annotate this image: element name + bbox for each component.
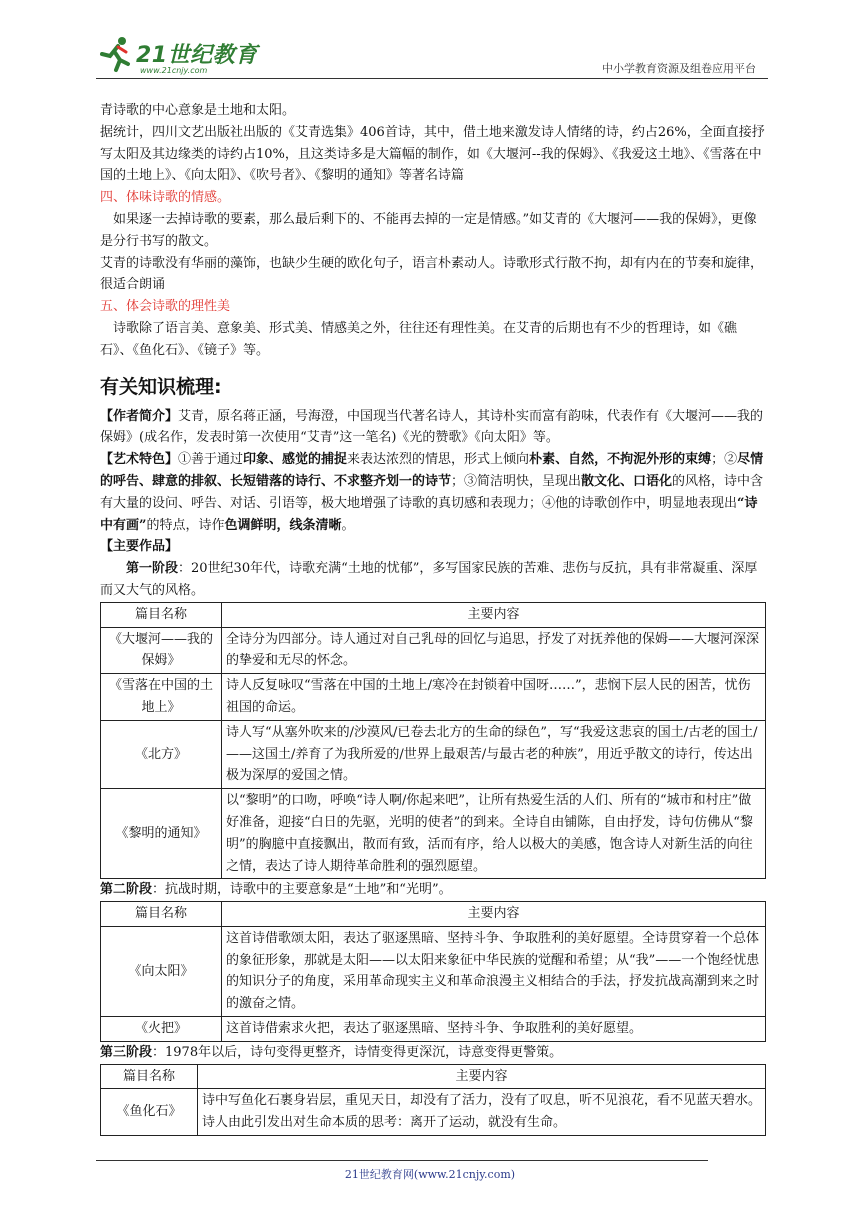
stage-3-label: 第三阶段 bbox=[100, 1044, 153, 1060]
work-content: 以“黎明”的口吻，呼唤“诗人啊/你起来吧”，让所有热爱生活的人们、所有的“城市和村庄”做好准备，迎接“白日的先驱，光明的使者”的到来。全诗自由铺陈，自由抒发，诗句仿佛从“黎明”的胸臆中直接飘出，散而有致，活而有序，给人以极大的美感，饱含诗人对新生活的向往之情，表达了诗人期待革命胜利的强烈愿望。 bbox=[222, 789, 766, 879]
art-emphasis: 尽情的呼告、肆意的排叙、长短错落的诗行、不求整齐划一的诗节 bbox=[100, 452, 764, 489]
col-name-header: 篇目名称 bbox=[101, 602, 222, 627]
stage-1-table bbox=[100, 602, 766, 880]
art-emphasis: 散文化、口语化 bbox=[581, 473, 673, 489]
col-content-header: 主要内容 bbox=[222, 602, 766, 627]
work-title: 《雪落在中国的土地上》 bbox=[101, 674, 222, 721]
table-row bbox=[101, 674, 766, 721]
footer-text: 21世纪教育网(www.21cnjy.com) bbox=[344, 1168, 516, 1181]
author-label: 【作者简介】 bbox=[100, 408, 179, 424]
logo bbox=[96, 34, 276, 78]
runner-icon bbox=[96, 34, 136, 74]
stage-3-table bbox=[100, 1064, 766, 1136]
page-header bbox=[96, 30, 768, 80]
col-name-header: 篇目名称 bbox=[101, 1064, 198, 1089]
art-text: 的特点，诗作 bbox=[146, 517, 225, 533]
table-row bbox=[101, 720, 766, 788]
work-content: 诗人反复咏叹“雪落在中国的土地上/寒冷在封锁着中国呀……”，悲悯下层人民的困苦，忧伤祖国的命运。 bbox=[222, 674, 766, 721]
art-text: 来表达浓烈的情思，形式上倾向 bbox=[347, 452, 530, 468]
table-row bbox=[101, 789, 766, 879]
work-title: 《鱼化石》 bbox=[101, 1089, 198, 1136]
work-content: 诗人写“从塞外吹来的/沙漠风/已卷去北方的生命的绿色”，写“我爱这悲哀的国土/古老的国土/——这国土/养育了为我所爱的/世界上最艰苦/与最古老的种族”，用近乎散文的诗行，传达出极为深厚的爱国之情。 bbox=[222, 720, 766, 788]
stage-2-text: ：抗战时期，诗歌中的主要意象是“土地”和“光明”。 bbox=[152, 882, 452, 898]
intro-line-1: 青诗歌的中心意象是土地和太阳。 bbox=[100, 103, 296, 118]
stage-1 bbox=[100, 558, 766, 602]
work-title: 《向太阳》 bbox=[101, 926, 222, 1016]
stage-2-table bbox=[100, 901, 766, 1042]
header-divider bbox=[96, 78, 768, 79]
table-row bbox=[101, 1017, 766, 1042]
work-title: 《北方》 bbox=[101, 720, 222, 788]
logo-text: 21世纪教育 bbox=[136, 43, 258, 68]
work-title: 《黎明的通知》 bbox=[101, 789, 222, 879]
work-content: 全诗分为四部分。诗人通过对自己乳母的回忆与追思，抒发了对抚养他的保姆——大堰河深深的挚爱和无尽的怀念。 bbox=[222, 627, 766, 674]
document-body bbox=[100, 100, 766, 1136]
work-content: 诗中写鱼化石裹身岩层，重见天日，却没有了活力，没有了叹息，听不见浪花，看不见蓝天碧水。诗人由此引发出对生命本质的思考：离开了运动，就没有生命。 bbox=[198, 1089, 766, 1136]
art-emphasis: 朴素、自然，不拘泥外形的束缚 bbox=[529, 452, 712, 468]
work-title: 《大堰河——我的保姆》 bbox=[101, 627, 222, 674]
table-row bbox=[101, 926, 766, 1016]
platform-name: 中小学教育资源及组卷应用平台 bbox=[602, 62, 756, 75]
intro-line-2: 据统计，四川文艺出版社出版的《艾青选集》406首诗，其中，借土地来激发诗人情绪的诗，约占26%，全面直接抒写太阳及其边缘类的诗约占10%，且这类诗多是大篇幅的制作，如《大堰河--我的保姆》、《我爱这土地》、《雪落在中国的土地上》、《向太阳》、《吹号者》、《黎明的通知》等著名诗篇 bbox=[100, 124, 765, 184]
section-4-title: 四、体味诗歌的情感。 bbox=[100, 190, 231, 206]
author-intro bbox=[100, 406, 766, 450]
table-header-row bbox=[101, 1064, 766, 1089]
work-title: 《火把》 bbox=[101, 1017, 222, 1042]
stage-2-label: 第二阶段 bbox=[100, 882, 153, 898]
art-emphasis: 印象、感觉的捕捉 bbox=[243, 452, 348, 468]
logo-url: www.21cnjy.com bbox=[140, 66, 208, 75]
art-text: 的风格，诗中含有大量的设问、呼告、对话、引语等，极大地增强了诗歌的真切感和表现力；④他的诗歌创作中，明显地表现出 bbox=[100, 473, 764, 511]
art-text: ；③简洁明快，呈现出 bbox=[451, 473, 582, 489]
art-text: ；② bbox=[711, 452, 738, 468]
works-label: 【主要作品】 bbox=[100, 539, 179, 555]
stage-3-text: ：1978年以后，诗句变得更整齐，诗情变得更深沉，诗意变得更警策。 bbox=[152, 1044, 563, 1060]
section-5-title: 五、体会诗歌的理性美 bbox=[100, 299, 231, 315]
col-name-header: 篇目名称 bbox=[101, 902, 222, 927]
table-header-row bbox=[101, 602, 766, 627]
stage-1-label: 第一阶段 bbox=[126, 561, 179, 577]
art-features bbox=[100, 449, 766, 536]
col-content-header: 主要内容 bbox=[198, 1064, 766, 1089]
table-row bbox=[101, 627, 766, 674]
art-emphasis: 色调鲜明，线条清晰 bbox=[224, 517, 342, 533]
table-header-row bbox=[101, 902, 766, 927]
table-row bbox=[101, 1089, 766, 1136]
author-text: 艾青，原名蒋正涵，号海澄，中国现当代著名诗人，其诗朴实而富有韵味，代表作有《大堰河——我的保姆》(成名作，发表时第一次使用“艾青”这一笔名)《光的赞歌》《向太阳》等。 bbox=[100, 408, 764, 446]
col-content-header: 主要内容 bbox=[222, 902, 766, 927]
footer-divider bbox=[96, 1160, 708, 1161]
stage-2 bbox=[100, 879, 766, 901]
work-content: 这首诗借歌颂太阳，表达了驱逐黑暗、坚持斗争、争取胜利的美好愿望。全诗贯穿着一个总体的象征形象，那就是太阳——以太阳来象征中华民族的觉醒和希望；从“我”——一个饱经忧患的知识分子的角度，采用革命现实主义和革命浪漫主义相结合的手法，抒发抗战高潮到来之时的激奋之情。 bbox=[222, 926, 766, 1016]
art-emphasis: “诗中有画” bbox=[100, 495, 758, 533]
section-4-paragraph-2: 艾青的诗歌没有华丽的藻饰，也缺少生硬的欧化句子，语言朴素动人。诗歌形式行散不拘，却有内在的节奏和旋律，很适合朗诵 bbox=[100, 255, 764, 293]
stage-1-text: ：20世纪30年代，诗歌充满“土地的忧郁”，多写国家民族的苦难、悲伤与反抗，具有非常凝重、深厚而又大气的风格。 bbox=[100, 561, 758, 598]
section-5-paragraph: 诗歌除了语言美、意象美、形式美、情感美之外，往往还有理性美。在艾青的后期也有不少的哲理诗，如《礁石》、《鱼化石》、《镜子》等。 bbox=[100, 320, 738, 358]
art-text: ①善于通过 bbox=[178, 452, 244, 468]
art-text: 。 bbox=[341, 517, 355, 533]
art-label: 【艺术特色】 bbox=[100, 452, 179, 468]
knowledge-heading: 有关知识梳理: bbox=[100, 375, 222, 398]
work-content: 这首诗借索求火把，表达了驱逐黑暗、坚持斗争、争取胜利的美好愿望。 bbox=[222, 1017, 766, 1042]
stage-3 bbox=[100, 1042, 766, 1064]
section-4-paragraph-1: 如果逐一去掉诗歌的要素，那么最后剩下的、不能再去掉的一定是情感。”如艾青的《大堰河——我的保姆》，更像是分行书写的散文。 bbox=[100, 211, 757, 249]
